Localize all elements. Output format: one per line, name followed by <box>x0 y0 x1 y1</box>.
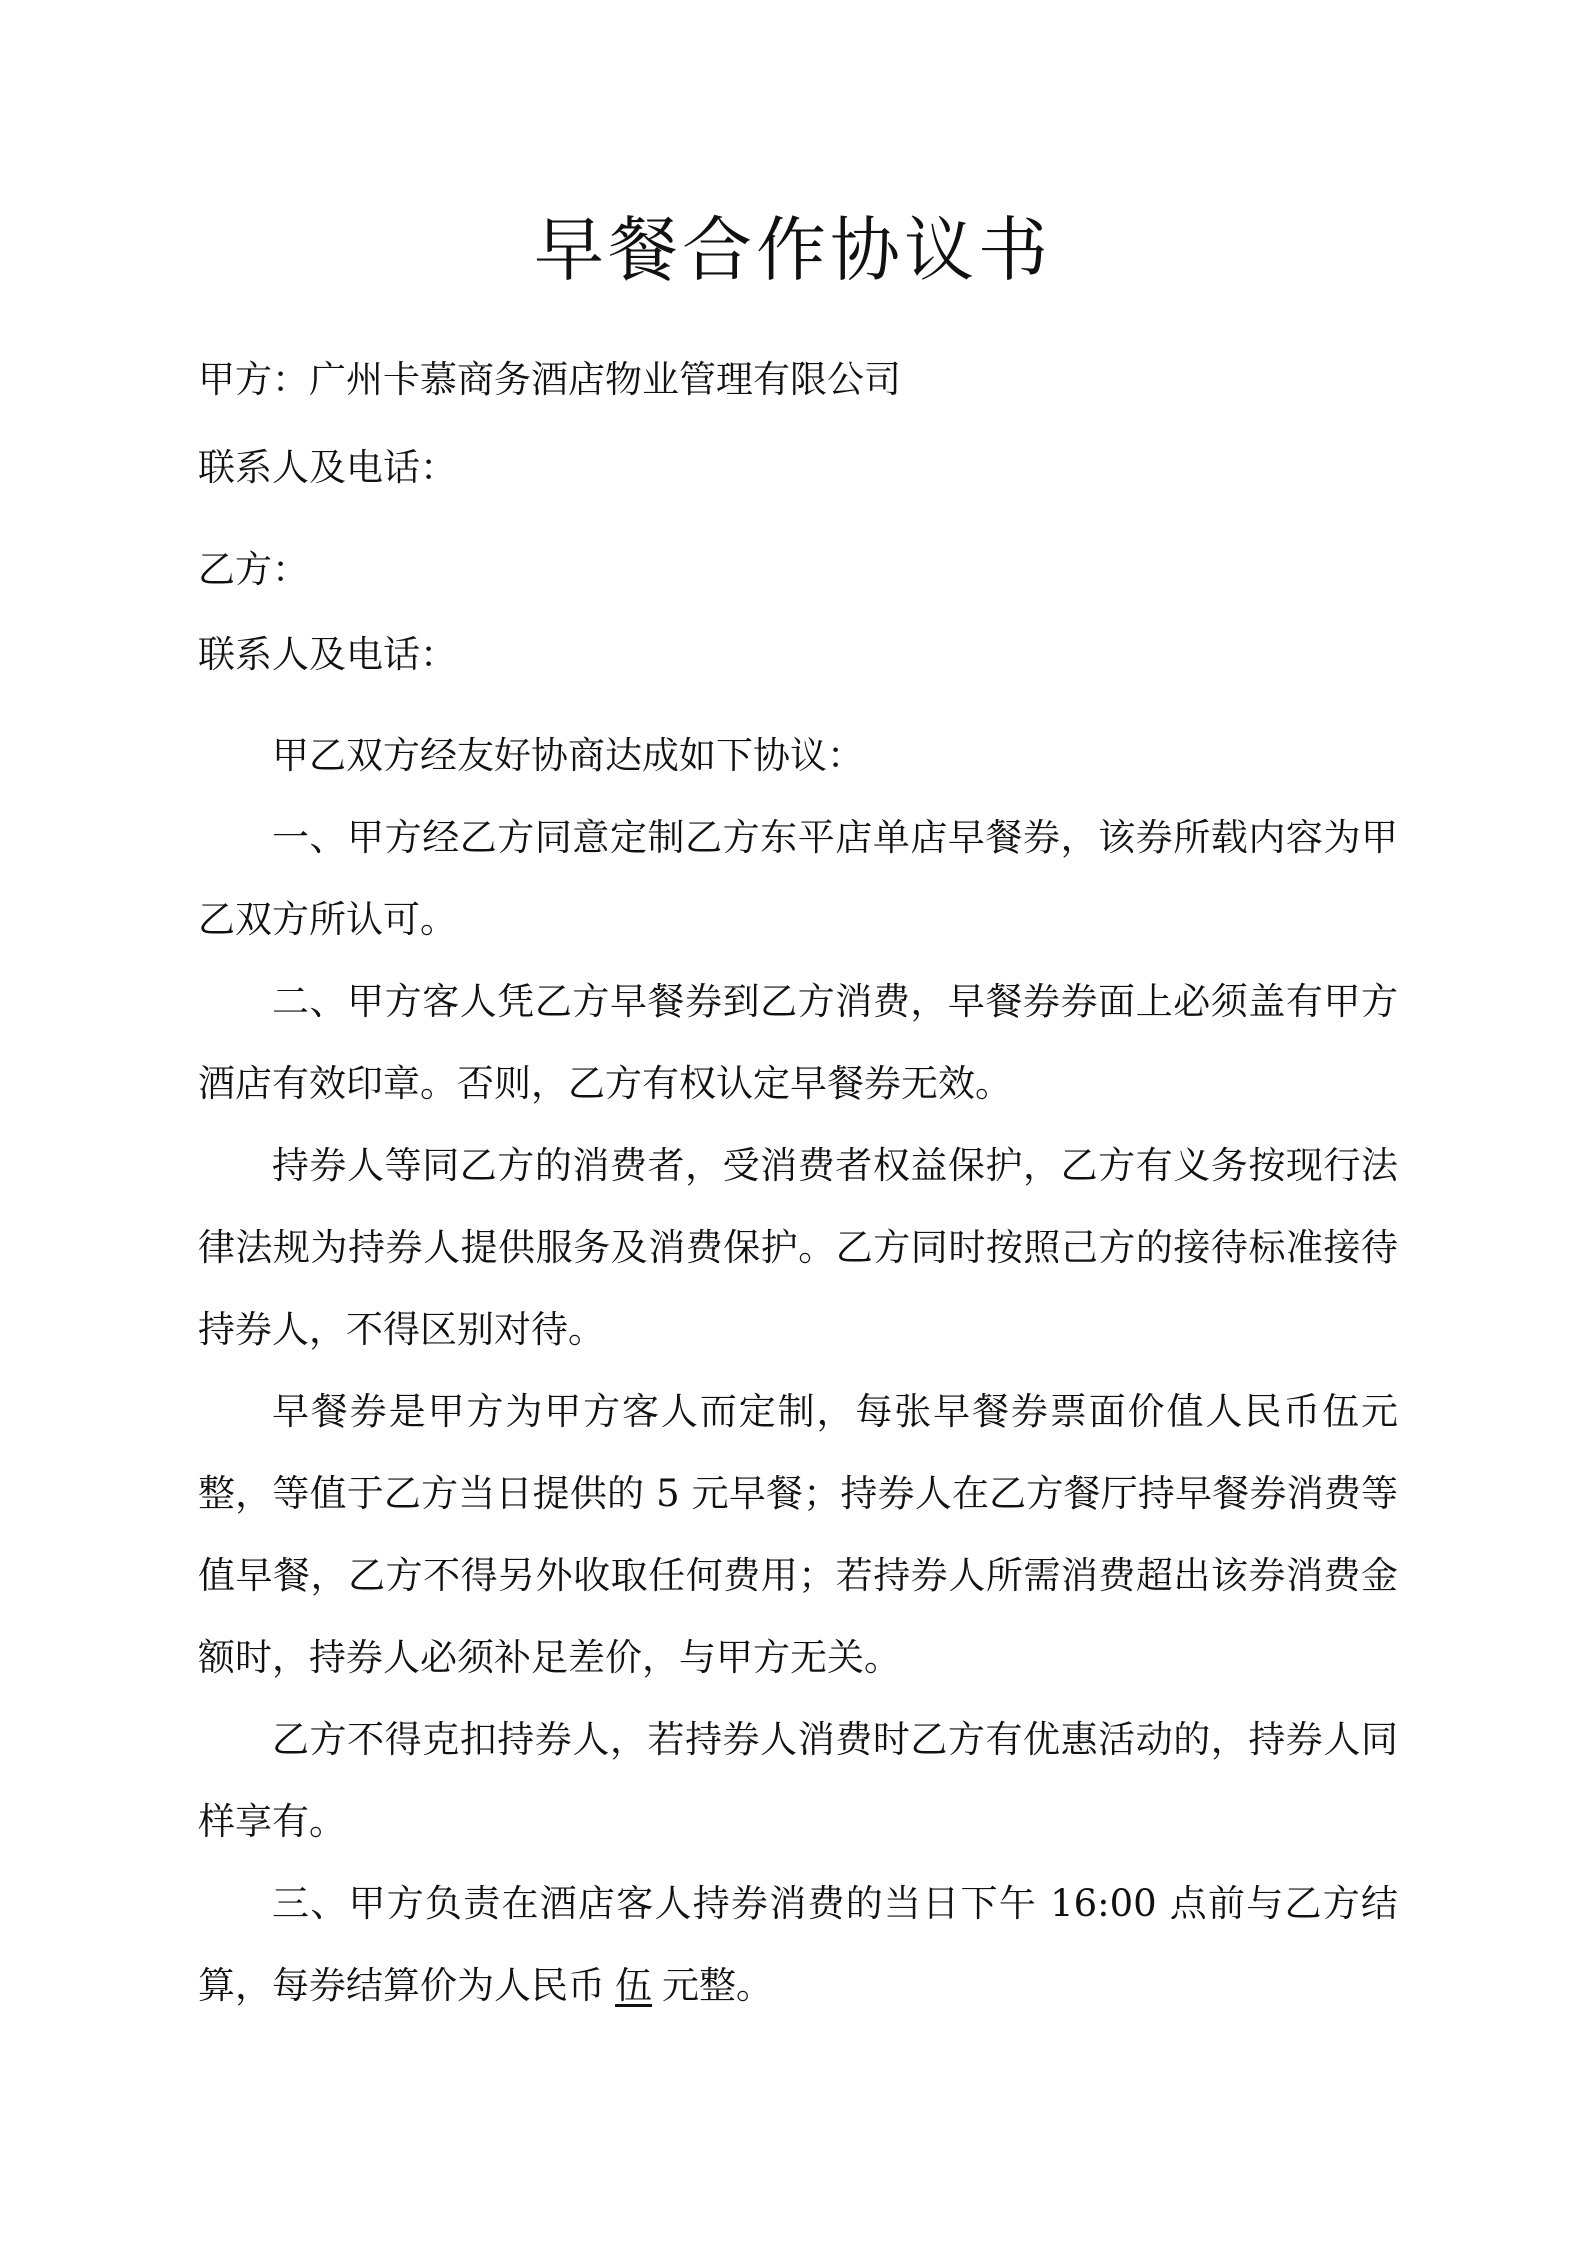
clause-3-paragraph <box>198 1863 1398 2027</box>
clause-3-amount: 伍 <box>615 1964 652 2007</box>
clause-3-text: 三、甲方负责在酒店客人持券消费的当日下午 16:00 点前与乙方结算，每券结算价为人民币 <box>198 1882 1398 2007</box>
document-title: 早餐合作协议书 <box>534 209 1052 291</box>
clause-2-cardholder-paragraph: 持券人等同乙方的消费者，受消费者权益保护，乙方有义务按现行法律法规为持券人提供服务及消费保护。乙方同时按照己方的接待标准接待持券人，不得区别对待。 <box>198 1144 1398 1351</box>
clause-2-voucher-value-paragraph: 早餐券是甲方为甲方客人而定制，每张早餐券票面价值人民币伍元整，等值于乙方当日提供的 5 元早餐；持券人在乙方餐厅持早餐券消费等值早餐，乙方不得另外收取任何费用；若持券人所需消费超出该券消费金额时，持券人必须补足差价，与甲方无关。 <box>198 1390 1398 1679</box>
clause-2-no-deduction-paragraph: 乙方不得克扣持券人，若持券人消费时乙方有优惠活动的，持券人同样享有。 <box>198 1718 1398 1843</box>
party-a-line: 甲方：广州卡慕商务酒店物业管理有限公司 <box>198 358 901 401</box>
clause-3-suffix: 元整。 <box>662 1964 773 2007</box>
party-a-contact-line: 联系人及电话： <box>198 446 457 489</box>
party-b-contact-line: 联系人及电话： <box>198 633 457 676</box>
party-b-line: 乙方： <box>198 548 309 591</box>
clause-2-paragraph: 二、甲方客人凭乙方早餐券到乙方消费，早餐券券面上必须盖有甲方酒店有效印章。否则，乙方有权认定早餐券无效。 <box>198 980 1398 1105</box>
intro-paragraph: 甲乙双方经友好协商达成如下协议： <box>272 734 864 777</box>
clause-1-paragraph: 一、甲方经乙方同意定制乙方东平店单店早餐券，该券所载内容为甲乙双方所认可。 <box>198 816 1398 941</box>
